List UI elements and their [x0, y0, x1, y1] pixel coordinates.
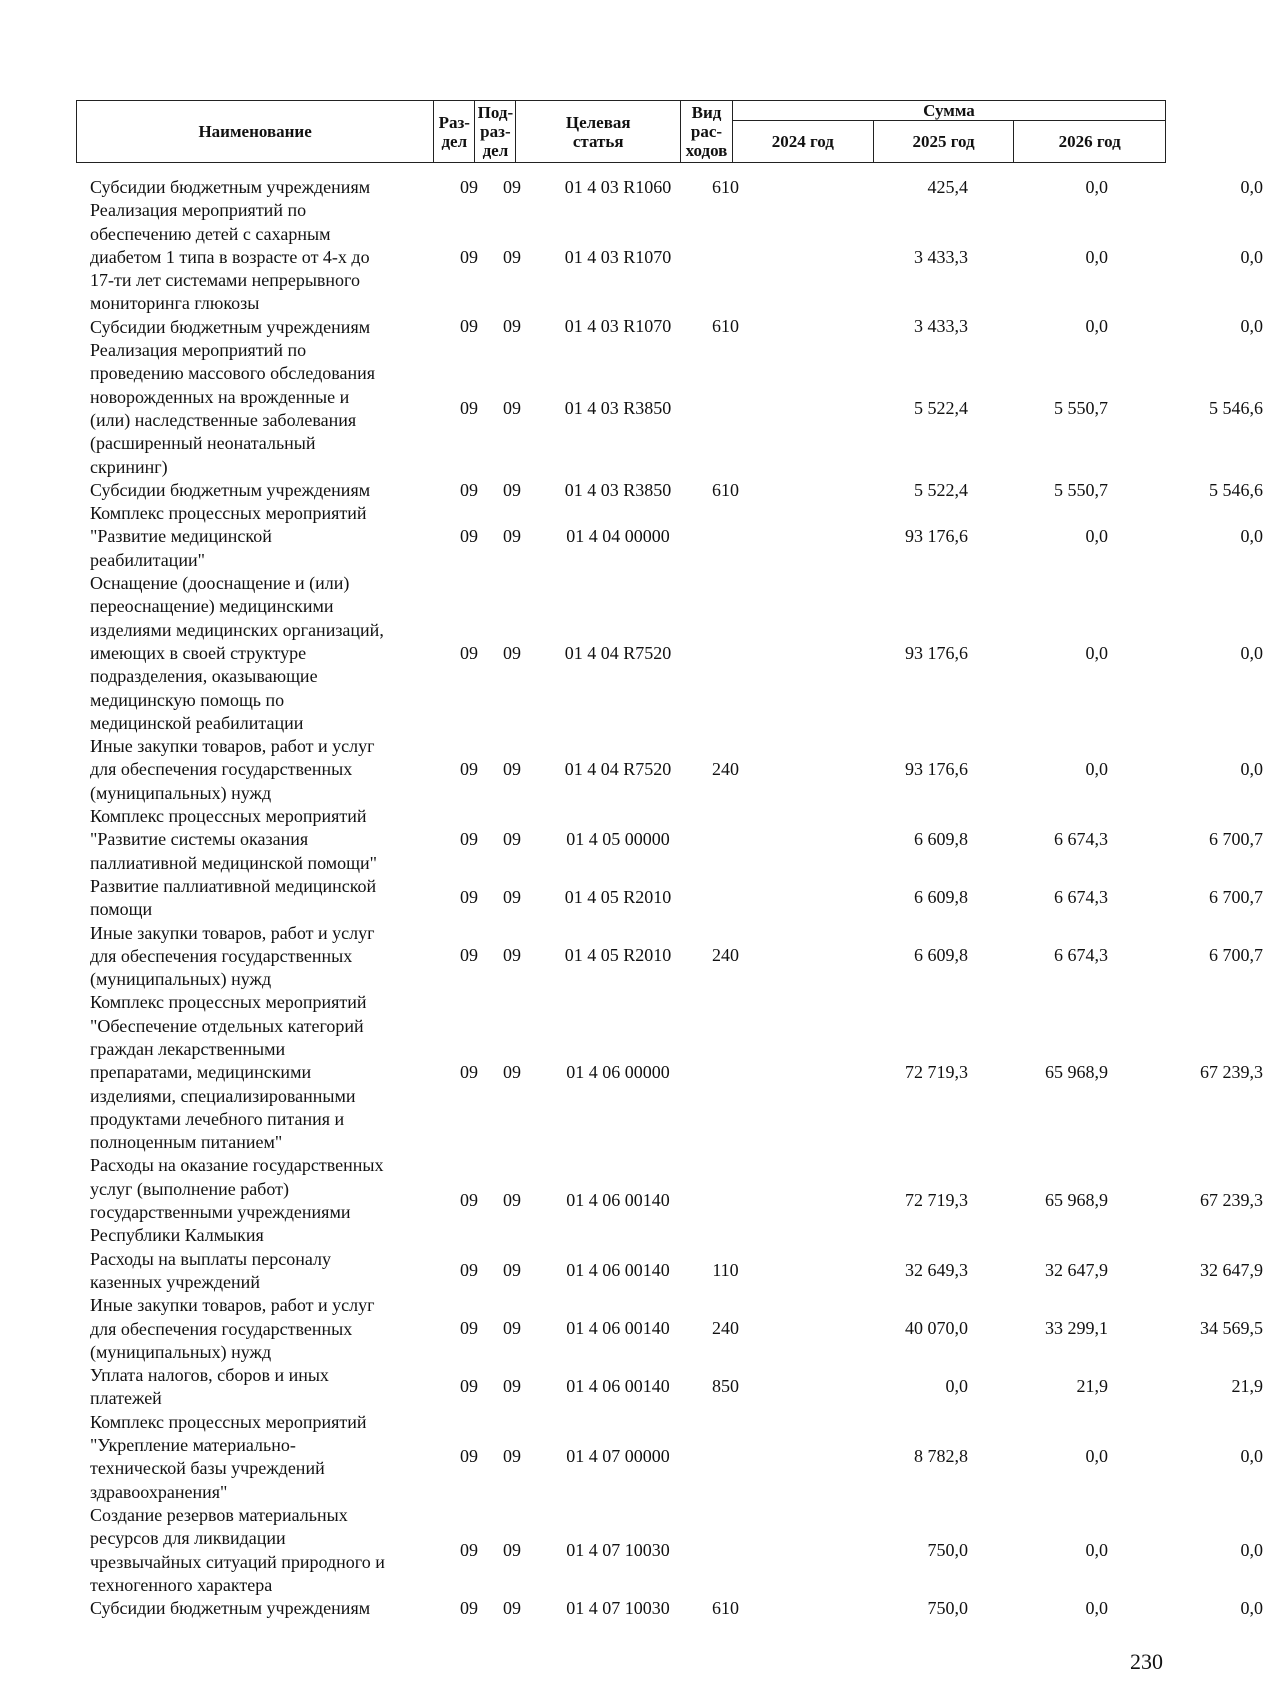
table-row	[88, 1364, 1263, 1411]
row-razdel: 09	[460, 1259, 478, 1280]
row-razdel: 09	[460, 758, 478, 779]
row-name-line: Иные закупки товаров, работ и услуг	[90, 922, 375, 943]
row-podrazdel: 09	[503, 1376, 521, 1397]
row-razdel: 09	[460, 887, 478, 908]
row-target: 01 4 07 00000	[566, 1446, 670, 1467]
row-sum-2024: 93 176,6	[905, 525, 968, 546]
row-razdel: 09	[460, 1376, 478, 1397]
row-name-line: (расширенный неонатальный	[90, 433, 316, 454]
table-row	[88, 1411, 1263, 1504]
row-razdel: 09	[460, 1446, 478, 1467]
row-name-line: изделиями, специализированными	[90, 1085, 356, 1106]
row-sum-2024: 5 522,4	[914, 397, 968, 418]
table-row	[88, 875, 1263, 922]
row-vid: 610	[712, 176, 739, 197]
table-row	[88, 479, 1263, 502]
row-razdel: 09	[460, 1539, 478, 1560]
row-sum-2026: 0,0	[1240, 1446, 1263, 1467]
row-target: 01 4 06 00140	[566, 1259, 670, 1280]
row-sum-2024: 425,4	[927, 176, 968, 197]
row-sum-2025: 65 968,9	[1045, 1189, 1108, 1210]
row-name-line: Оснащение (дооснащение и (или)	[90, 573, 350, 594]
row-name-line: чрезвычайных ситуаций природного и	[90, 1551, 385, 1572]
row-name-line: диабетом 1 типа в возрасте от 4-х до	[90, 246, 370, 267]
row-sum-2026: 5 546,6	[1209, 397, 1263, 418]
row-sum-2026: 0,0	[1240, 176, 1263, 197]
header-razdel: Раз- дел	[434, 101, 475, 163]
row-sum-2026: 0,0	[1240, 758, 1263, 779]
row-name	[88, 1248, 435, 1295]
row-sum-2026: 32 647,9	[1200, 1259, 1263, 1280]
row-target: 01 4 03 R1070	[564, 316, 672, 337]
row-sum-2026: 0,0	[1240, 316, 1263, 337]
row-sum-2024: 750,0	[927, 1597, 968, 1618]
row-sum-2026: 0,0	[1240, 525, 1263, 546]
row-podrazdel: 09	[503, 479, 521, 500]
row-podrazdel: 09	[503, 176, 521, 197]
row-sum-2025: 5 550,7	[1054, 479, 1108, 500]
row-podrazdel: 09	[503, 828, 521, 849]
row-name-line: казенных учреждений	[90, 1271, 260, 1292]
row-name-line: проведению массового обследования	[90, 363, 376, 384]
row-sum-2024: 6 609,8	[914, 828, 968, 849]
row-target: 01 4 06 00140	[566, 1318, 670, 1339]
row-target: 01 4 05 00000	[566, 828, 670, 849]
row-sum-2026: 0,0	[1240, 1539, 1263, 1560]
row-razdel: 09	[460, 642, 478, 663]
row-target: 01 4 06 00140	[566, 1189, 670, 1210]
row-name-line: скрининг)	[90, 456, 168, 477]
row-razdel: 09	[460, 828, 478, 849]
table-row	[88, 991, 1263, 1154]
table-body	[88, 176, 1263, 1620]
row-name-line: для обеспечения государственных	[90, 945, 353, 966]
row-target: 01 4 07 10030	[566, 1539, 670, 1560]
row-sum-2024: 93 176,6	[905, 642, 968, 663]
row-name	[88, 1364, 435, 1411]
row-name-line: препаратами, медицинскими	[90, 1062, 312, 1083]
table-row	[88, 1504, 1263, 1597]
row-name-line: медицинскую помощь по	[90, 689, 285, 710]
row-name	[88, 176, 435, 199]
row-sum-2024: 750,0	[927, 1539, 968, 1560]
row-razdel: 09	[460, 316, 478, 337]
row-name	[88, 1504, 435, 1597]
row-target: 01 4 05 R2010	[564, 887, 672, 908]
row-name	[88, 572, 435, 735]
row-name-line: продуктами лечебного питания и	[90, 1108, 345, 1129]
row-sum-2025: 6 674,3	[1054, 945, 1108, 966]
row-name-line: услуг (выполнение работ)	[90, 1178, 289, 1199]
row-sum-2024: 72 719,3	[905, 1061, 968, 1082]
row-podrazdel: 09	[503, 1259, 521, 1280]
table-row	[88, 316, 1263, 339]
row-target: 01 4 03 R1070	[564, 246, 672, 267]
row-name-line: Субсидии бюджетным учреждениям	[90, 177, 371, 197]
row-sum-2025: 0,0	[1085, 1597, 1108, 1618]
row-sum-2026: 34 569,5	[1200, 1318, 1263, 1339]
row-sum-2025: 0,0	[1085, 1539, 1108, 1560]
row-name-line: (муниципальных) нужд	[90, 1341, 272, 1362]
row-sum-2025: 32 647,9	[1045, 1259, 1108, 1280]
header-2026: 2026 год	[1014, 121, 1166, 163]
row-name-line: мониторинга глюкозы	[90, 293, 260, 314]
row-name-line: новорожденных на врожденные и	[90, 386, 350, 407]
row-sum-2026: 0,0	[1240, 1597, 1263, 1618]
row-razdel: 09	[460, 525, 478, 546]
row-sum-2025: 33 299,1	[1045, 1318, 1108, 1339]
row-name	[88, 1294, 435, 1364]
row-target: 01 4 04 R7520	[564, 642, 672, 663]
row-name-line: ресурсов для ликвидации	[90, 1528, 286, 1549]
row-name	[88, 735, 435, 805]
row-podrazdel: 09	[503, 758, 521, 779]
row-name-line: Создание резервов материальных	[90, 1504, 348, 1525]
row-vid: 240	[712, 758, 739, 779]
header-podrazdel: Под- раз- дел	[475, 101, 516, 163]
row-sum-2024: 3 433,3	[914, 316, 968, 337]
row-sum-2026: 5 546,6	[1209, 479, 1263, 500]
row-sum-2026: 0,0	[1240, 642, 1263, 663]
row-name-line: Иные закупки товаров, работ и услуг	[90, 1295, 375, 1316]
row-name	[88, 922, 435, 992]
row-name-line: Комплекс процессных мероприятий	[90, 1411, 367, 1432]
row-name	[88, 339, 435, 479]
row-podrazdel: 09	[503, 1597, 521, 1618]
row-name-line: граждан лекарственными	[90, 1038, 286, 1059]
row-target: 01 4 06 00140	[566, 1376, 670, 1397]
row-name-line: Иные закупки товаров, работ и услуг	[90, 736, 375, 757]
row-name	[88, 479, 435, 502]
row-target: 01 4 03 R3850	[564, 397, 672, 418]
row-podrazdel: 09	[503, 1539, 521, 1560]
row-razdel: 09	[460, 1597, 478, 1618]
row-name-line: Субсидии бюджетным учреждениям	[90, 316, 371, 337]
row-vid: 110	[712, 1259, 739, 1280]
row-name-line: 17-ти лет системами непрерывного	[90, 270, 360, 291]
row-name-line: Субсидии бюджетным учреждениям	[90, 1598, 371, 1619]
row-name-line: Расходы на выплаты персоналу	[90, 1248, 331, 1269]
header-target: Целевая статья	[516, 101, 681, 163]
row-sum-2025: 0,0	[1085, 316, 1108, 337]
table-row	[88, 1294, 1263, 1364]
row-name-line: Реализация мероприятий по	[90, 340, 307, 361]
row-name-line: помощи	[90, 899, 153, 920]
row-podrazdel: 09	[503, 642, 521, 663]
row-sum-2024: 3 433,3	[914, 246, 968, 267]
row-razdel: 09	[460, 1189, 478, 1210]
row-name-line: "Развитие системы оказания	[90, 829, 309, 850]
row-sum-2025: 65 968,9	[1045, 1061, 1108, 1082]
row-vid: 610	[712, 479, 739, 500]
row-name	[88, 1597, 435, 1620]
row-name-line: "Обеспечение отдельных категорий	[90, 1015, 364, 1036]
row-name-line: государственными учреждениями	[90, 1202, 351, 1223]
table-row	[88, 199, 1263, 315]
row-razdel: 09	[460, 176, 478, 197]
row-target: 01 4 04 00000	[566, 525, 670, 546]
row-name-line: (или) наследственные заболевания	[90, 409, 357, 430]
row-sum-2026: 67 239,3	[1200, 1061, 1263, 1082]
row-name-line: Республики Калмыкия	[90, 1225, 264, 1246]
row-name-line: обеспечению детей с сахарным	[90, 223, 331, 244]
row-name	[88, 1411, 435, 1504]
row-sum-2024: 5 522,4	[914, 479, 968, 500]
page-number: 230	[1130, 1649, 1163, 1674]
row-target: 01 4 03 R1060	[564, 176, 672, 197]
row-name-line: Комплекс процессных мероприятий	[90, 503, 367, 524]
row-name	[88, 1154, 435, 1247]
row-name-line: технической базы учреждений	[90, 1458, 325, 1479]
table-row	[88, 176, 1263, 199]
row-target: 01 4 07 10030	[566, 1597, 670, 1618]
row-target: 01 4 03 R3850	[564, 479, 672, 500]
table-row	[88, 339, 1263, 479]
row-sum-2025: 0,0	[1085, 246, 1108, 267]
row-name	[88, 316, 435, 339]
row-sum-2025: 5 550,7	[1054, 397, 1108, 418]
row-name-line: Комплекс процессных мероприятий	[90, 806, 367, 827]
row-name-line: "Развитие медицинской	[90, 526, 272, 547]
table-row	[88, 572, 1263, 735]
row-sum-2026: 6 700,7	[1209, 828, 1263, 849]
row-podrazdel: 09	[503, 525, 521, 546]
row-name	[88, 199, 435, 315]
row-sum-2026: 0,0	[1240, 246, 1263, 267]
row-razdel: 09	[460, 1318, 478, 1339]
row-name-line: Субсидии бюджетным учреждениям	[90, 479, 371, 500]
row-name-line: "Укрепление материально-	[90, 1435, 296, 1456]
row-name-line: имеющих в своей структуре	[90, 642, 307, 663]
header-sum: Сумма	[732, 101, 1165, 121]
row-name-line: Реализация мероприятий по	[90, 200, 307, 221]
table-row	[88, 922, 1263, 992]
row-podrazdel: 09	[503, 246, 521, 267]
row-sum-2026: 67 239,3	[1200, 1189, 1263, 1210]
row-podrazdel: 09	[503, 945, 521, 966]
row-target: 01 4 06 00000	[566, 1061, 670, 1082]
row-podrazdel: 09	[503, 1189, 521, 1210]
row-sum-2024: 6 609,8	[914, 945, 968, 966]
row-name-line: Уплата налогов, сборов и иных	[90, 1365, 329, 1386]
table-row	[88, 1248, 1263, 1295]
table-row	[88, 805, 1263, 875]
row-podrazdel: 09	[503, 1318, 521, 1339]
row-sum-2025: 0,0	[1085, 1446, 1108, 1467]
row-podrazdel: 09	[503, 316, 521, 337]
row-sum-2025: 6 674,3	[1054, 887, 1108, 908]
row-name-line: полноценным питанием"	[90, 1132, 283, 1153]
header-name: Наименование	[77, 101, 434, 163]
row-vid: 240	[712, 1318, 739, 1339]
row-name-line: для обеспечения государственных	[90, 759, 353, 780]
row-name-line: медицинской реабилитации	[90, 712, 304, 733]
row-sum-2024: 72 719,3	[905, 1189, 968, 1210]
row-razdel: 09	[460, 479, 478, 500]
row-name-line: (муниципальных) нужд	[90, 782, 272, 803]
row-target: 01 4 04 R7520	[564, 758, 672, 779]
row-name-line: Комплекс процессных мероприятий	[90, 992, 367, 1013]
row-sum-2024: 40 070,0	[905, 1318, 968, 1339]
row-vid: 610	[712, 316, 739, 337]
row-sum-2026: 6 700,7	[1209, 945, 1263, 966]
row-sum-2024: 6 609,8	[914, 887, 968, 908]
table-row	[88, 1597, 1263, 1620]
row-razdel: 09	[460, 945, 478, 966]
row-name-line: изделиями медицинских организаций,	[90, 619, 384, 640]
row-sum-2024: 32 649,3	[905, 1259, 968, 1280]
row-podrazdel: 09	[503, 887, 521, 908]
row-razdel: 09	[460, 397, 478, 418]
row-sum-2025: 0,0	[1085, 642, 1108, 663]
row-sum-2025: 0,0	[1085, 758, 1108, 779]
table-row	[88, 502, 1263, 572]
row-name-line: Расходы на оказание государственных	[90, 1155, 384, 1176]
row-name	[88, 875, 435, 922]
row-sum-2025: 0,0	[1085, 176, 1108, 197]
table-row	[88, 735, 1263, 805]
row-name	[88, 805, 435, 875]
row-vid: 850	[712, 1376, 739, 1397]
row-name-line: для обеспечения государственных	[90, 1318, 353, 1339]
row-name-line: техногенного характера	[90, 1574, 273, 1595]
header-vid: Вид рас- ходов	[681, 101, 733, 163]
row-sum-2024: 8 782,8	[914, 1446, 968, 1467]
row-sum-2025: 21,9	[1076, 1376, 1108, 1397]
row-name	[88, 991, 435, 1154]
row-sum-2025: 6 674,3	[1054, 828, 1108, 849]
row-name-line: переоснащение) медицинскими	[90, 596, 334, 617]
table-header	[76, 100, 1166, 163]
row-name-line: (муниципальных) нужд	[90, 969, 272, 990]
row-razdel: 09	[460, 1061, 478, 1082]
row-name-line: реабилитации"	[90, 549, 205, 570]
row-name-line: Развитие паллиативной медицинской	[90, 875, 377, 896]
row-vid: 610	[712, 1597, 739, 1618]
row-razdel: 09	[460, 246, 478, 267]
row-sum-2024: 0,0	[945, 1376, 968, 1397]
row-target: 01 4 05 R2010	[564, 945, 672, 966]
row-podrazdel: 09	[503, 1061, 521, 1082]
header-2024: 2024 год	[732, 121, 873, 163]
row-name-line: подразделения, оказывающие	[90, 666, 318, 687]
row-name-line: паллиативной медицинской помощи"	[90, 852, 377, 873]
row-name-line: здравоохранения"	[90, 1481, 228, 1502]
row-sum-2026: 6 700,7	[1209, 887, 1263, 908]
row-podrazdel: 09	[503, 1446, 521, 1467]
row-sum-2024: 93 176,6	[905, 758, 968, 779]
row-name-line: платежей	[90, 1388, 162, 1409]
table-row	[88, 1154, 1263, 1247]
row-sum-2026: 21,9	[1231, 1376, 1263, 1397]
row-podrazdel: 09	[503, 397, 521, 418]
row-name	[88, 502, 435, 572]
row-vid: 240	[712, 945, 739, 966]
header-2025: 2025 год	[873, 121, 1014, 163]
row-sum-2025: 0,0	[1085, 525, 1108, 546]
